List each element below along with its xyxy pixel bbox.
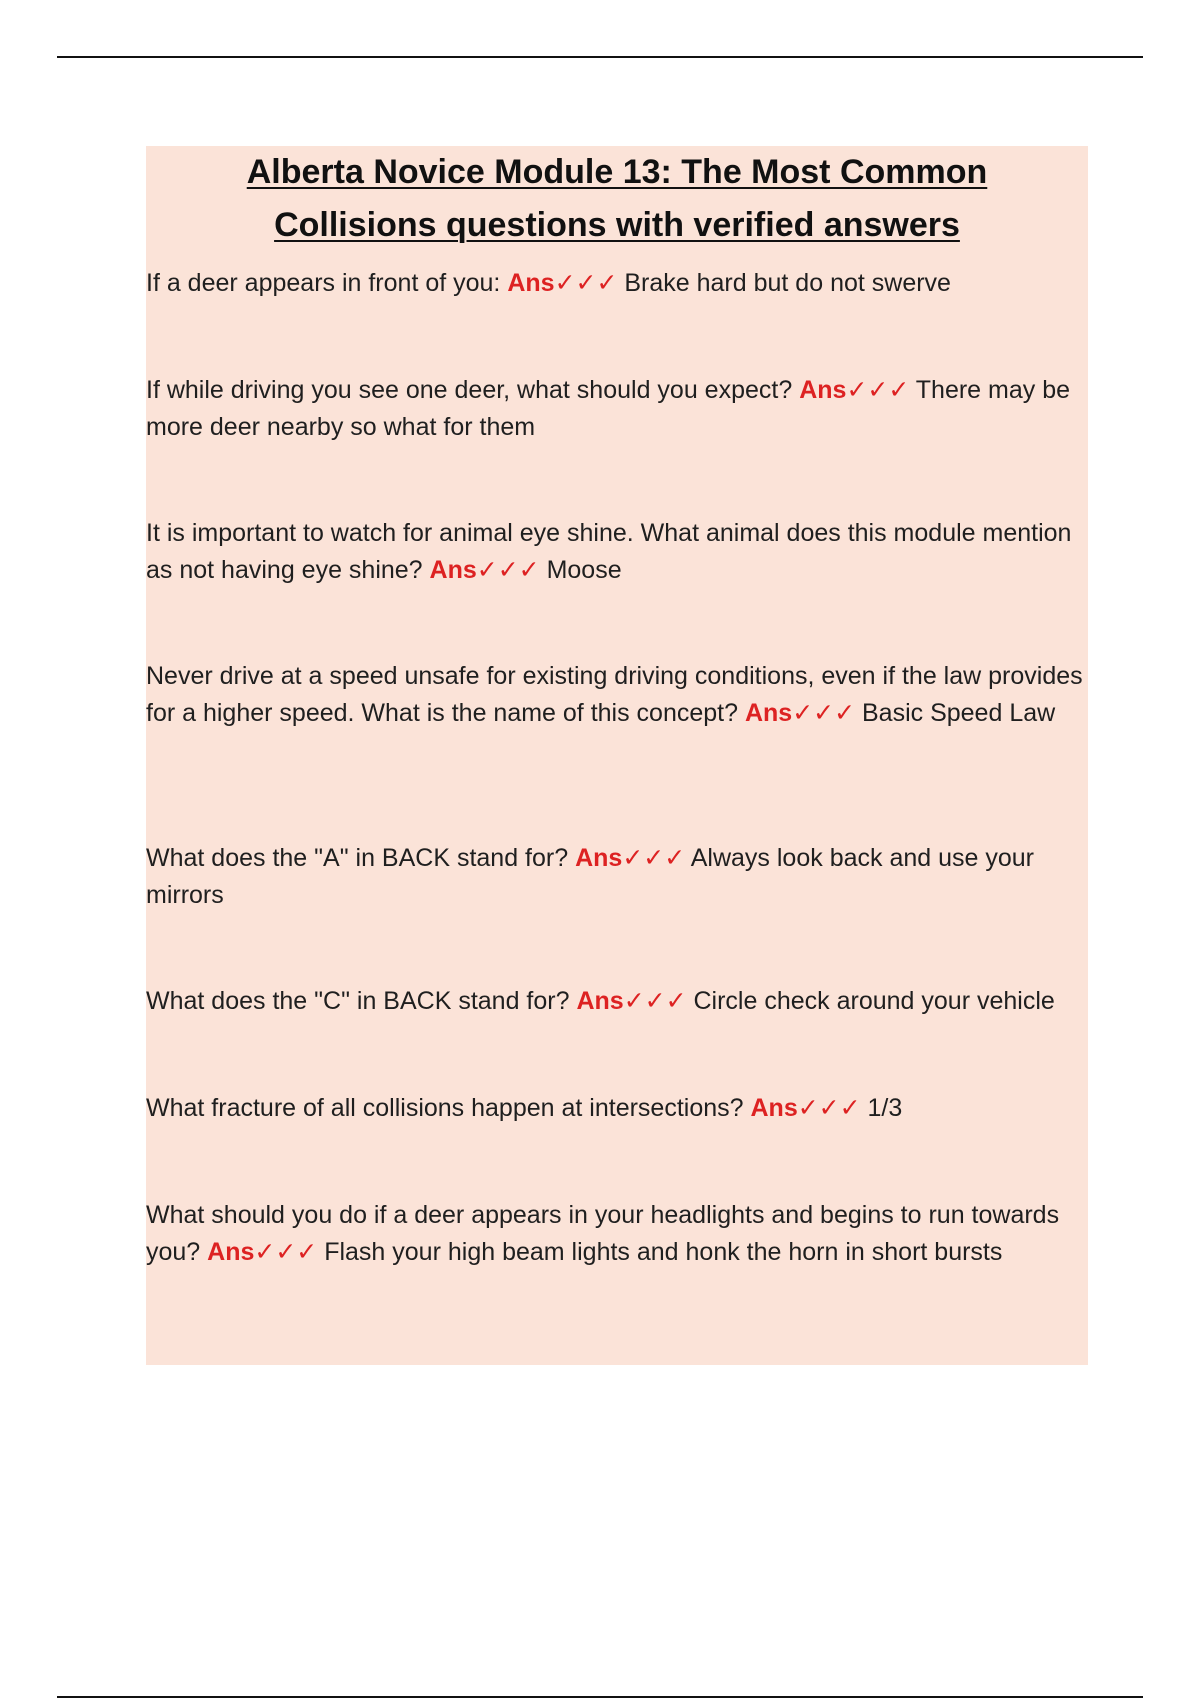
title-line-1: Alberta Novice Module 13: The Most Common <box>246 153 988 191</box>
question-text: What does the "A" in BACK stand for? <box>146 844 569 872</box>
answer-marker: Ans <box>575 844 623 872</box>
answer-marker: Ans <box>799 376 847 404</box>
question-text: Never drive at a speed unsafe for existing driving conditions, even if the law provides for a higher speed. What is the name of this concept? <box>146 662 1083 727</box>
answer-text: Circle check around your vehicle <box>693 987 1055 1015</box>
check-marks-icon: ✓✓✓ <box>622 844 686 872</box>
question-text: What does the "C" in BACK stand for? <box>146 987 570 1015</box>
answer-text: There may be more deer nearby so what for them <box>146 376 1071 441</box>
answer-text: Flash your high beam lights and honk the horn in short bursts <box>324 1238 1003 1266</box>
question-text: It is important to watch for animal eye shine. What animal does this module mention as not having eye shine? <box>146 519 1072 584</box>
answer-text: Brake hard but do not swerve <box>624 269 951 297</box>
title-line-2: Collisions questions with verified answers <box>274 206 960 244</box>
qa-item <box>146 983 1088 1020</box>
question-text: If a deer appears in front of you: <box>146 269 501 297</box>
document-title <box>146 146 1088 252</box>
check-marks-icon: ✓✓✓ <box>554 269 618 297</box>
check-marks-icon: ✓✓✓ <box>254 1238 318 1266</box>
answer-text: Always look back and use your mirrors <box>146 844 1034 909</box>
answer-marker: Ans <box>507 269 555 297</box>
qa-item <box>146 515 1088 589</box>
answer-marker: Ans <box>207 1238 255 1266</box>
qa-item <box>146 840 1088 914</box>
check-marks-icon: ✓✓✓ <box>846 376 910 404</box>
answer-marker: Ans <box>750 1094 798 1122</box>
answer-marker: Ans <box>429 556 477 584</box>
answer-text: Moose <box>546 556 622 584</box>
check-marks-icon: ✓✓✓ <box>792 699 856 727</box>
document-panel <box>146 146 1088 1365</box>
bottom-divider-line <box>57 1696 1143 1698</box>
top-divider-line <box>57 56 1143 58</box>
check-marks-icon: ✓✓✓ <box>797 1094 861 1122</box>
answer-marker: Ans <box>576 987 624 1015</box>
qa-item <box>146 1090 1088 1127</box>
qa-item <box>146 658 1088 732</box>
answer-marker: Ans <box>744 699 793 727</box>
answer-text: Basic Speed Law <box>862 699 1056 727</box>
answer-text: 1/3 <box>867 1094 903 1122</box>
check-marks-icon: ✓✓✓ <box>476 556 540 584</box>
qa-item <box>146 265 1088 302</box>
question-text: What should you do if a deer appears in your headlights and begins to run towards you? <box>146 1201 1060 1266</box>
qa-item <box>146 1197 1088 1271</box>
check-marks-icon: ✓✓✓ <box>623 987 687 1015</box>
question-text: If while driving you see one deer, what should you expect? <box>146 376 793 404</box>
qa-item <box>146 372 1088 446</box>
question-text: What fracture of all collisions happen at intersections? <box>146 1094 744 1122</box>
